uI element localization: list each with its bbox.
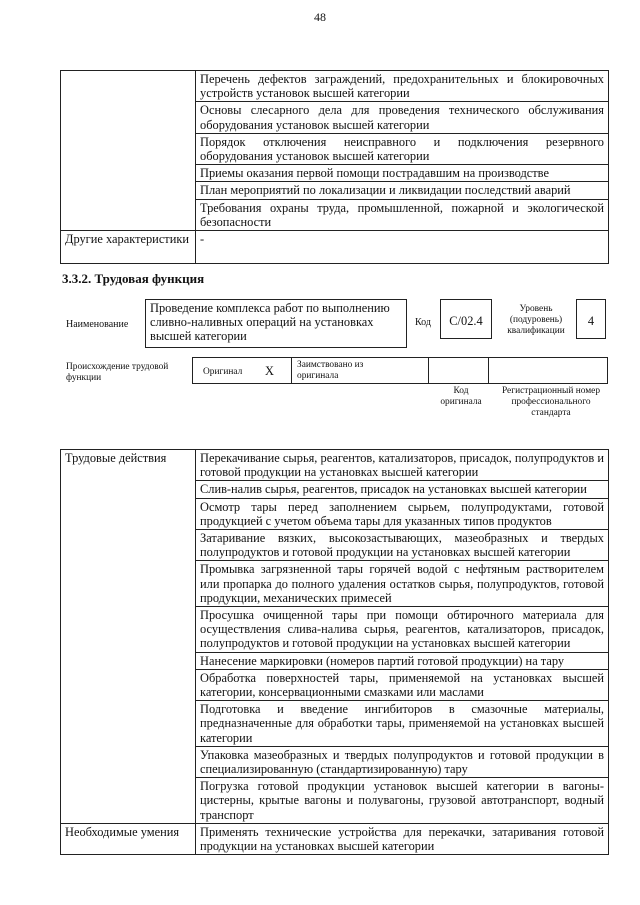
knowledge-item: Приемы оказания первой помощи пострадавшим на производстве [196, 165, 609, 182]
function-name-value: Проведение комплекса работ по выполнению сливно-наливных операций на установках высшей категории [150, 301, 390, 344]
actions-label: Трудовые действия [61, 450, 196, 824]
origin-boxes [192, 357, 608, 384]
knowledge-item: Порядок отключения неисправного и подключения резервного оборудования установок высшей категории [196, 133, 609, 164]
code-value: C/02.4 [449, 314, 483, 328]
level-value: 4 [587, 314, 595, 328]
action-item: Обработка поверхностей тары, применяемой на установках высшей категории, консервационными смазками или маслами [196, 669, 609, 700]
skill-item: Применять технические устройства для перекачки, затаривания готовой продукции на установках высшей категории [196, 823, 609, 854]
action-item: Перекачивание сырья, реагентов, катализаторов, присадок, полупродуктов и готовой продукции на установках высшей категории [196, 450, 609, 481]
page-number: 48 [314, 10, 326, 24]
divider [428, 358, 429, 383]
other-characteristics-label: Другие характеристики [61, 231, 196, 264]
empty-label-cell [61, 71, 196, 231]
skills-label: Необходимые умения [61, 823, 196, 854]
divider [488, 358, 489, 383]
name-label: Наименование [66, 319, 129, 330]
table-row [61, 71, 609, 102]
action-item: Осмотр тары перед заполнением сырьем, полупродуктами, готовой продукцией с учетом объема тары для указанных типов продуктов [196, 498, 609, 529]
action-item: Просушка очищенной тары при помощи обтирочного материала для осуществления слива-налива сырья, реагентов, катализаторов, присадок, полупродуктов и готовой продукции на установках высшей категории [196, 607, 609, 653]
divider [291, 358, 292, 383]
original-mark: X [265, 364, 274, 378]
knowledge-item: Требования охраны труда, промышленной, пожарной и экологической безопасности [196, 199, 609, 230]
borrowed-label: Заимствовано из оригинала [297, 360, 364, 381]
reg-caption: Регистрационный номер профессионального стандарта [501, 386, 601, 418]
level-label: Уровень (подуровень) квалификации [507, 304, 565, 336]
action-item: Слив-налив сырья, реагентов, присадок на установках высшей категории [196, 481, 609, 498]
table-row [61, 823, 609, 854]
knowledge-item: Основы слесарного дела для проведения технического обслуживания оборудования установок высшей категории [196, 102, 609, 133]
actions-table [60, 449, 609, 855]
table-row [61, 450, 609, 481]
action-item: Промывка загрязненной тары горячей водой с нефтяным растворителем или пропарка до полного удаления остатков сырья, полупродуктов, готовой продукции, механических примесей [196, 561, 609, 607]
knowledge-table [60, 70, 609, 264]
function-name-box [145, 299, 407, 348]
original-label: Оригинал [203, 367, 243, 377]
code-label: Код [415, 317, 431, 328]
code-caption: Код оригинала [440, 386, 482, 407]
action-item: Погрузка готовой продукции установок высшей категории в вагоны-цистерны, крытые вагоны и полувагоны, грузовой автотранспорт, водный транспорт [196, 778, 609, 824]
code-box [440, 299, 492, 339]
action-item: Упаковка мазеобразных и твердых полупродуктов и готовой продукции в специализированную (стандартизированную) тару [196, 746, 609, 777]
action-item: Нанесение маркировки (номеров партий готовой продукции) на тару [196, 652, 609, 669]
action-item: Подготовка и введение ингибиторов в смазочные материалы, предназначенные для обработки тары, применяемой на установках высшей категории [196, 701, 609, 747]
level-box [576, 299, 606, 339]
action-item: Затаривание вязких, высокозастывающих, мазеобразных и твердых полупродуктов и готовой продукции на установках высшей категории [196, 530, 609, 561]
section-title: 3.3.2. Трудовая функция [62, 271, 205, 286]
knowledge-item: Перечень дефектов заграждений, предохранительных и блокировочных устройств установок высшей категории [196, 71, 609, 102]
table-row [61, 231, 609, 264]
other-characteristics-value: - [196, 231, 609, 264]
origin-label: Происхождение трудовой функции [66, 362, 169, 383]
knowledge-item: План мероприятий по локализации и ликвидации последствий аварий [196, 182, 609, 199]
